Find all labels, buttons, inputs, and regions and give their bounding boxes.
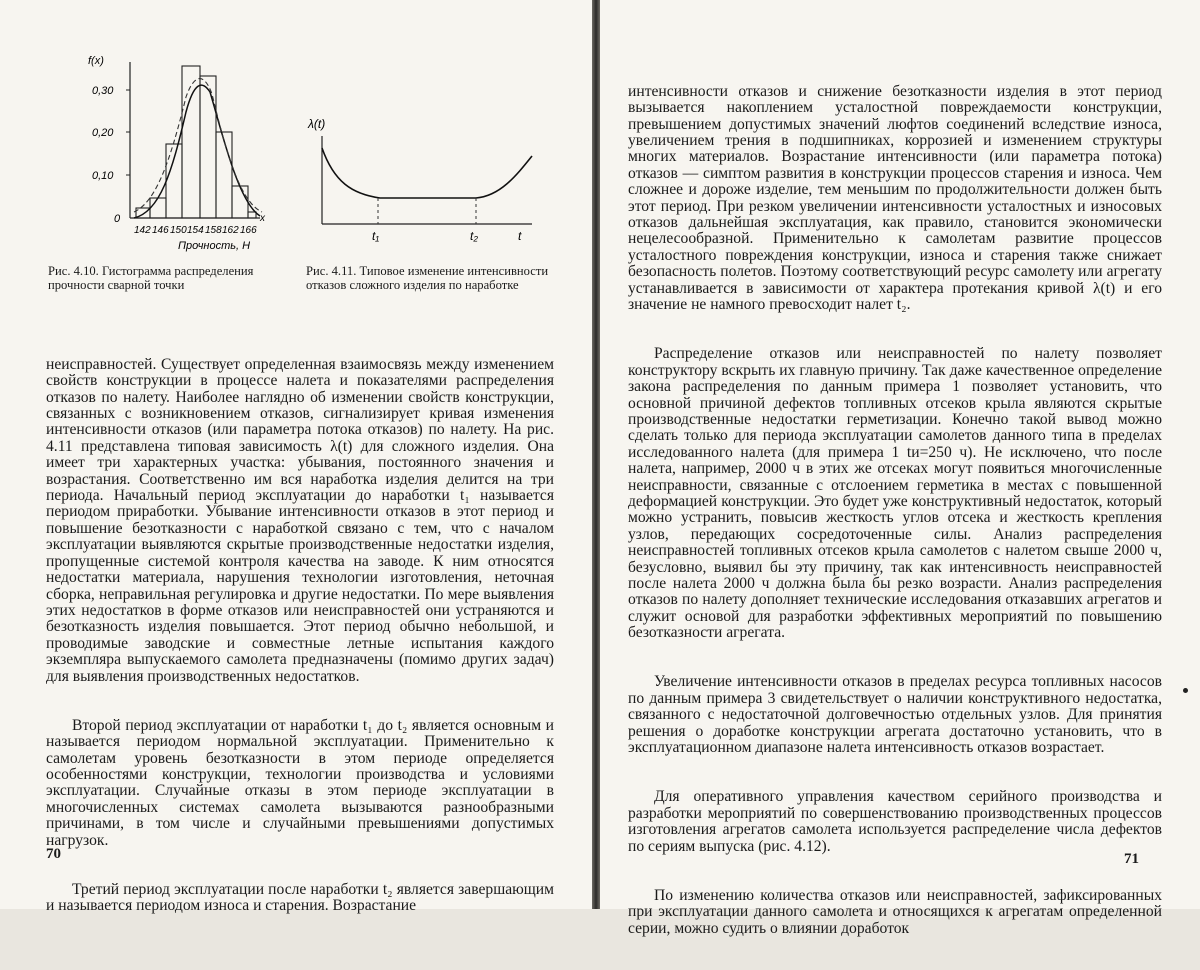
paragraph: Третий период эксплуатации после наработки t₂ является завершающим и называется периодом износа и старения. Возрастание [46,882,554,915]
figure-4-11-caption: Рис. 4.11. Типовое изменение интенсивности отказов сложного изделия по наработке [306,264,566,292]
x-tick-label: t [518,229,522,243]
bathtub-curve [322,148,532,198]
y-axis-label: λ(t) [307,117,325,131]
paragraph: интенсивности отказов и снижение безотказности изделия в этот период вызывается накоплением усталостной повреждаемости конструкции, превышением допустимых значений люфтов соединений вследствие износа, увеличением трения в подшипниках, коррозией и изменением структуры многих материалов. Возрастание интенсивности (или параметра потока) отказов — симптом развития в конструкции процессов старения и износа. Чем сложнее и дороже изделие, тем меньшим по продолжительности должен быть этот период. При резком увеличении интенсивности усталостных и износовых отказов дальнейшая эксплуатация, как правило, становится экономически нецелесообразной. Применительно к самолетам развитие процессов усталостного повреждения конструкции, износа и старения также снижает безопасность полетов. Поэтому соответствующий ресурс самолету или агрегату устанавливается в зависимости от характера протекания кривой λ(t) и его значение не намного превосходит налет t₂. [628,84,1162,314]
y-tick-label: 0,20 [92,127,114,139]
y-tick-label: 0,10 [92,170,114,182]
x-tick-label: 146 [152,225,169,236]
x-tick-label: 158 [205,225,222,236]
histogram-bar [200,76,216,218]
histogram-bar [232,186,248,218]
x-tick-label: 162 [222,225,239,236]
page-number-right: 71 [1124,851,1139,868]
book-gutter [592,0,600,909]
paragraph: Для оперативного управления качеством серийного производства и разработки мероприятий по совершенствованию производственных процессов изготовления агрегатов самолета используется распределение числа дефектов по сериям выпуска (рис. 4.12). [628,789,1162,855]
x-tick-label: 150 [170,225,187,236]
page-right [600,0,1200,909]
histogram-bar [150,198,166,218]
y-tick-label: 0,30 [92,85,114,97]
x-tick-label: x [259,213,266,224]
right-body-text [628,51,1162,970]
x-tick-label: t₂ [470,229,478,243]
figure-4-10-histogram [90,52,275,257]
x-tick-label: 154 [187,225,204,236]
y-axis-label: f(x) [88,55,104,67]
page-left [0,0,592,909]
page-number-left: 70 [46,846,61,863]
figure-4-10-caption: Рис. 4.10. Гистограмма распределения прочности сварной точки [48,264,288,292]
book-spread [0,0,1200,909]
x-tick-label: 142 [134,225,151,236]
paragraph: Увеличение интенсивности отказов в пределах ресурса топливных насосов по данным примера 3 свидетельствует о наличии конструктивного недостатка, связанного с недостаточной долговечностью отдельных узлов. Для принятия решения о доработке конструкции агрегата достаточно установить, что в эксплуатационном диапазоне налета интенсивность отказов возрастает. [628,674,1162,756]
left-body-text [46,324,554,947]
histogram-bar [248,212,256,218]
x-tick-label: 166 [240,225,257,236]
y-tick-label: 0 [114,213,121,225]
paragraph: Распределение отказов или неисправностей по налету позволяет конструктору вскрыть их главную причину. Так даже качественное определение закона распределения по данным примера 1 позволяет установить, что основной причиной дефектов топливных отсеков крыла являются скрытые производственные недостатки герметизации. Конечно такой вывод можно сделать только для периода эксплуатации самолетов данного типа в пределах исследованного налета (для примера 1 tи=250 ч). Не исключено, что после налета, например, 2000 ч в этих же отсеках могут появиться многочисленные неисправности, связанные с отслоением герметика в местах с повышенной деформацией конструкции. Это будет уже конструктивный недостаток, который можно устранить, повысив жесткость углов отсека и жесткость крепления узлов, передающих сосредоточенные силы. Анализ распределения неисправностей топливных отсеков крыла самолетов с налетом свыше 2000 ч, безусловно, выявил бы эту причину, так как интенсивность неисправностей после налета 2000 ч должна была бы резко возрасти. Анализ распределения отказов по налету дополняет технические исследования отказавших агрегатов и служит основой для разработки эффективных мероприятий по повышению безотказности агрегата. [628,346,1162,641]
paragraph: Второй период эксплуатации от наработки t₁ до t₂ является основным и называется периодом нормальной эксплуатации. Применительно к самолетам уровень безотказности в этом периоде определяется особенностями конструкции, технологии производства и условиями эксплуатации. Случайные отказы в этом периоде эксплуатации в многочисленных системах самолета вызываются разнообразными причинами, в том числе и случайными превышениями допустимых нагрузок. [46,718,554,849]
paragraph: неисправностей. Существует определенная взаимосвязь между изменением свойств конструкции в процессе налета и показателями распределения отказов по налету. Наиболее наглядно об изменении свойств конструкции, связанных с возникновением отказов, сигнализирует кривая изменения интенсивности отказов (или параметра потока отказов) по налету. На рис. 4.11 представлена типовая зависимость λ(t) для сложного изделия. Она имеет три характерных участка: убывания, постоянного значения и возрастания. Соответственно им вся наработка изделия делится на три периода. Начальный период эксплуатации до наработки t₁ называется периодом приработки. Убывание интенсивности отказов в этот период и повышение безотказности с наработкой связано с тем, что с началом эксплуатации выявляются скрытые производственные недостатки изделия, пропущенные системой контроля качества на заводе. К ним относятся недостатки материала, нарушения технологии изготовления, неточная сборка, неправильная регулировка и другие недостатки. По мере выявления этих недостатков в форме отказов или неисправностей они устраняются и безотказность изделия повышается. Этот период обычно небольшой, и проводимые заводские и совместные летные испытания каждого экземпляра выпускаемого самолета предназначены (помимо других задач) для выявления производственных недостатков. [46,357,554,685]
scan-speck [1183,688,1188,693]
histogram-bar [182,66,200,218]
x-tick-label: t₁ [372,229,379,243]
histogram-bar [166,144,182,218]
paragraph: По изменению количества отказов или неисправностей, зафиксированных при эксплуатации данного самолета и относящихся к агрегатам определенной серии, можно судить о влиянии доработок [628,888,1162,937]
histogram-bar [216,132,232,218]
figure-4-11-failure-rate [300,112,540,252]
x-axis-label: Прочность, Н [178,240,250,252]
